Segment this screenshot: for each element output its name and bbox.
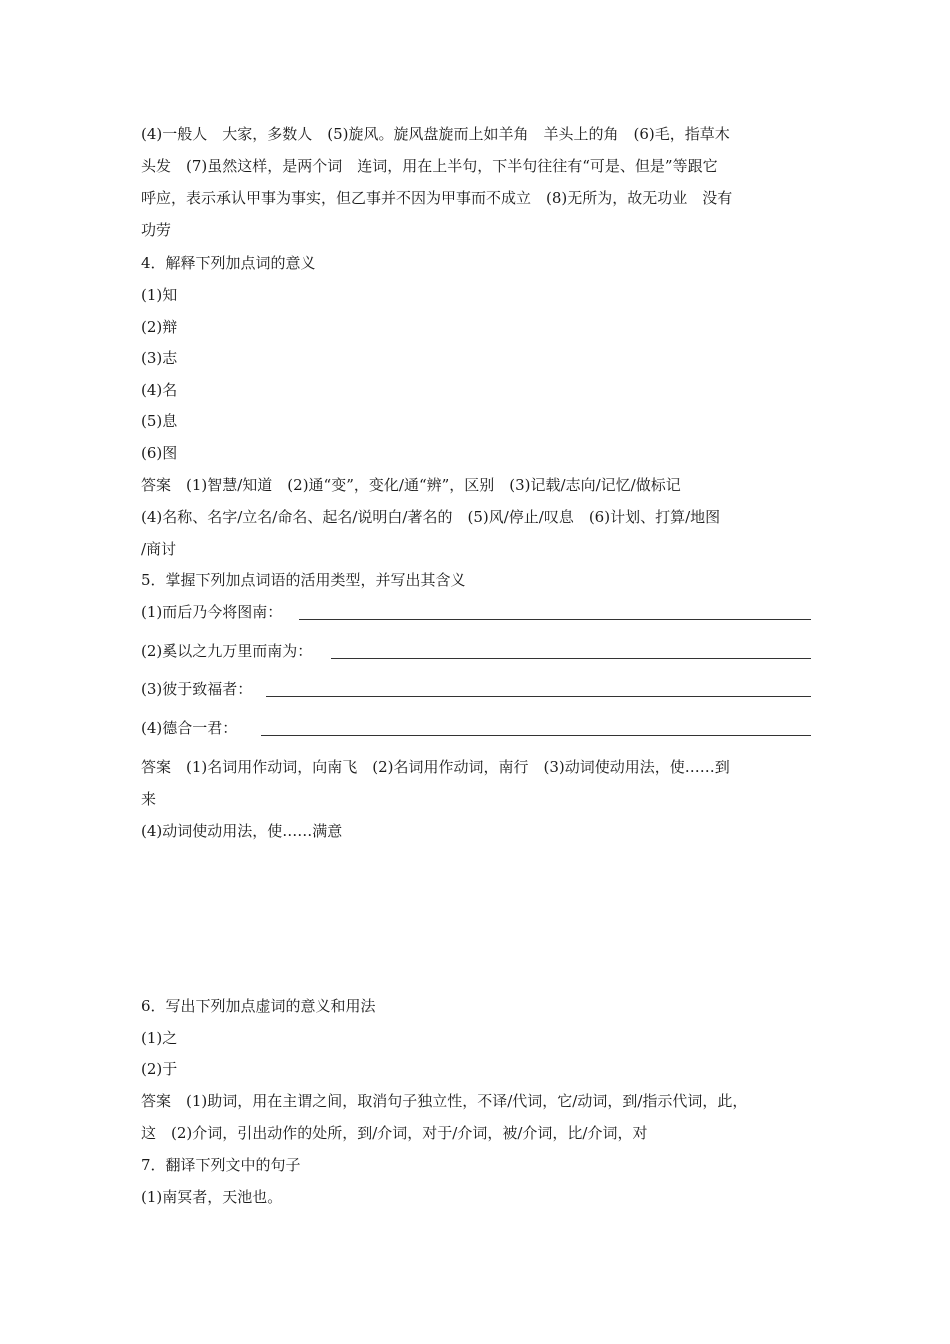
question-5-item <box>141 717 821 739</box>
item-text: 福者： <box>207 680 253 698</box>
emphasis-dotted-char: 致 <box>192 680 208 698</box>
question-4-item: (4)名 <box>141 381 178 399</box>
question-5-answer: (4)动词使动用法，使……满意 <box>141 822 343 840</box>
question-5-item <box>141 640 821 662</box>
question-6-answer: 答案 (1)助词，用在主谓之间，取消句子独立性，不译/代词，它/动词，到/指示代词，此， <box>141 1092 748 1110</box>
question-4-answer: /商讨 <box>141 540 177 558</box>
item-text: (4)德 <box>141 719 178 737</box>
question-5-item <box>141 601 821 623</box>
question-4-answer: 答案 (1)智慧/知道 (2)通“变”，变化/通“辨”，区别 (3)记载/志向/记忆/做标记 <box>141 476 681 494</box>
item-text: (1)而后乃今将图 <box>141 603 253 621</box>
question-6-item: (1)之 <box>141 1029 178 1047</box>
answer-text-line: 头发 (7)虽然这样，是两个词 连词，用在上半句，下半句往往有“可是、但是”等跟它 <box>141 157 718 175</box>
question-4-item: (6)图 <box>141 444 178 462</box>
answer-blank[interactable] <box>331 640 811 662</box>
question-5-answer: 来 <box>141 790 157 808</box>
question-7-item: (1)南冥者，天池也。 <box>141 1188 283 1206</box>
item-text: (3)彼于 <box>141 680 193 698</box>
answer-text-line: (4)一般人 大家，多数人 (5)旋风。旋风盘旋而上如羊角 羊头上的角 (6)毛，指草木 <box>141 125 730 143</box>
answer-text-line: 呼应，表示承认甲事为事实，但乙事并不因为甲事而不成立 (8)无所为，故无功业 没有 <box>141 189 733 207</box>
answer-text-line: 功劳 <box>141 221 172 239</box>
answer-blank[interactable] <box>266 678 811 700</box>
question-6-answer: 这 (2)介词，引出动作的处所，到/介词，对于/介词，被/介词，比/介词，对 <box>141 1124 648 1142</box>
question-6-item: (2)于 <box>141 1060 178 1078</box>
question-4-answer: (4)名称、名字/立名/命名、起名/说明白/著名的 (5)风/停止/叹息 (6)计划、打算/地图 <box>141 508 721 526</box>
emphasis-dotted-char: 南 <box>267 642 283 660</box>
answer-blank[interactable] <box>299 601 811 623</box>
question-4-item: (1)知 <box>141 286 178 304</box>
question-4-title: 4．解释下列加点词的意义 <box>141 254 316 272</box>
question-6-title: 6．写出下列加点虚词的意义和用法 <box>141 997 376 1015</box>
emphasis-dotted-char: 合 <box>177 719 193 737</box>
item-text: 一君： <box>192 719 238 737</box>
question-4-item: (2)辩 <box>141 318 178 336</box>
emphasis-dotted-char: 南 <box>252 603 268 621</box>
question-4-item: (5)息 <box>141 412 178 430</box>
question-4-item: (3)志 <box>141 349 178 367</box>
item-text: (2)奚以之九万里而 <box>141 642 268 660</box>
question-5-item <box>141 678 821 700</box>
question-5-title: 5．掌握下列加点词语的活用类型，并写出其含义 <box>141 571 466 589</box>
answer-blank[interactable] <box>261 717 811 739</box>
question-5-answer: 答案 (1)名词用作动词，向南飞 (2)名词用作动词，南行 (3)动词使动用法，使……到 <box>141 758 730 776</box>
item-text: 为： <box>282 642 313 660</box>
item-text: ： <box>267 603 283 621</box>
question-7-title: 7．翻译下列文中的句子 <box>141 1156 301 1174</box>
